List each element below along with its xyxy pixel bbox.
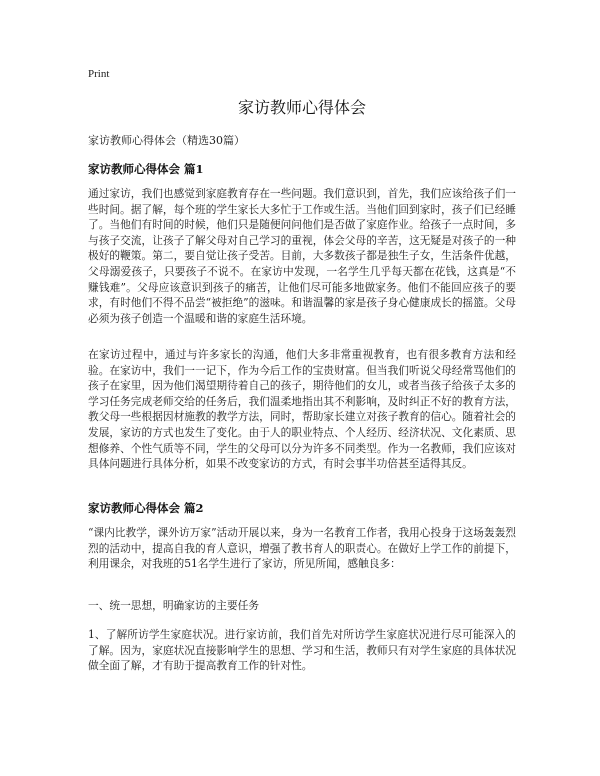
section-heading-2: 家访教师心得体会 篇2 <box>88 501 204 515</box>
section-2-subheading: 一、统一思想，明确家访的主要任务 <box>88 599 260 612</box>
section-1-paragraph-2: 在家访过程中，通过与许多家长的沟通，他们大多非常重视教育，也有很多教育方法和经验。在家访中，我们一一记下，作为今后工作的宝贵财富。但当我们听说父母经常骂他们的孩子在家里，因为他们渴望期待着自己的孩子，期待他们的女儿，或者当孩子给孩子太多的学习任务完成老师交给的任务后，我们温柔地指出其不利影响，及时纠正不好的教育方法，教父母一些根据因材施教的教学方法，同时，帮助家长建立对孩子教育的信心。随着社会的发展，家访的方式也发生了变化。由于人的职业特点、个人经历、经济状况、文化素质、思想修养、个性气质等不同，学生的父母可以分为许多不同类型。作为一名教师，我们应该对具体问题进行具体分析，如果不改变家访的方式，有时会事半功倍甚至适得其反。 <box>88 348 516 471</box>
section-1-paragraph-1: 通过家访，我们也感觉到家庭教育存在一些问题。我们意识到，首先，我们应该给孩子们一些时间。据了解，每个班的学生家长大多忙于工作或生活。当他们回到家时，孩子们已经睡了。当他们有时间的时候，他们只是随便问问他们是否做了家庭作业。给孩子一点时间，多与孩子交流，让孩子了解父母对自己学习的重视，体会父母的辛苦，这无疑是对孩子的一种极好的鞭策。第二，要自觉让孩子受苦。目前，大多数孩子都是独生子女，生活条件优越，父母溺爱孩子，只要孩子不说不。在家访中发现，一名学生几乎每天都在花钱，这真是“不赚钱难”。父母应该意识到孩子的痛苦，让他们尽可能多地做家务。他们不能回应孩子的要求，有时他们不得不品尝“被拒绝”的滋味。和谐温馨的家是孩子身心健康成长的摇篮。父母必须为孩子创造一个温暖和谐的家庭生活环境。 <box>88 187 516 325</box>
section-heading-1: 家访教师心得体会 篇1 <box>88 162 204 176</box>
print-link[interactable]: Print <box>88 68 110 80</box>
document-title: 家访教师心得体会 <box>237 98 366 117</box>
document-subtitle: 家访教师心得体会（精选30篇） <box>88 134 245 147</box>
section-2-paragraph-2: 1、了解所访学生家庭状况。进行家访前，我们首先对所访学生家庭状况进行尽可能深入的了解。因为，家庭状况直接影响学生的思想、学习和生活，教师只有对学生家庭的具体状况做全面了解，才有助于提高教育工作的针对性。 <box>88 628 516 673</box>
section-2-paragraph-1: “课内比教学，课外访万家”活动开展以来，身为一名教育工作者，我用心投身于这场轰轰烈烈的活动中，提高自我的育人意识，增强了教书育人的职责心。在做好上学工作的前提下，利用课余，对我班的51名学生进行了家访，所见所闻，感触良多： <box>88 526 516 571</box>
